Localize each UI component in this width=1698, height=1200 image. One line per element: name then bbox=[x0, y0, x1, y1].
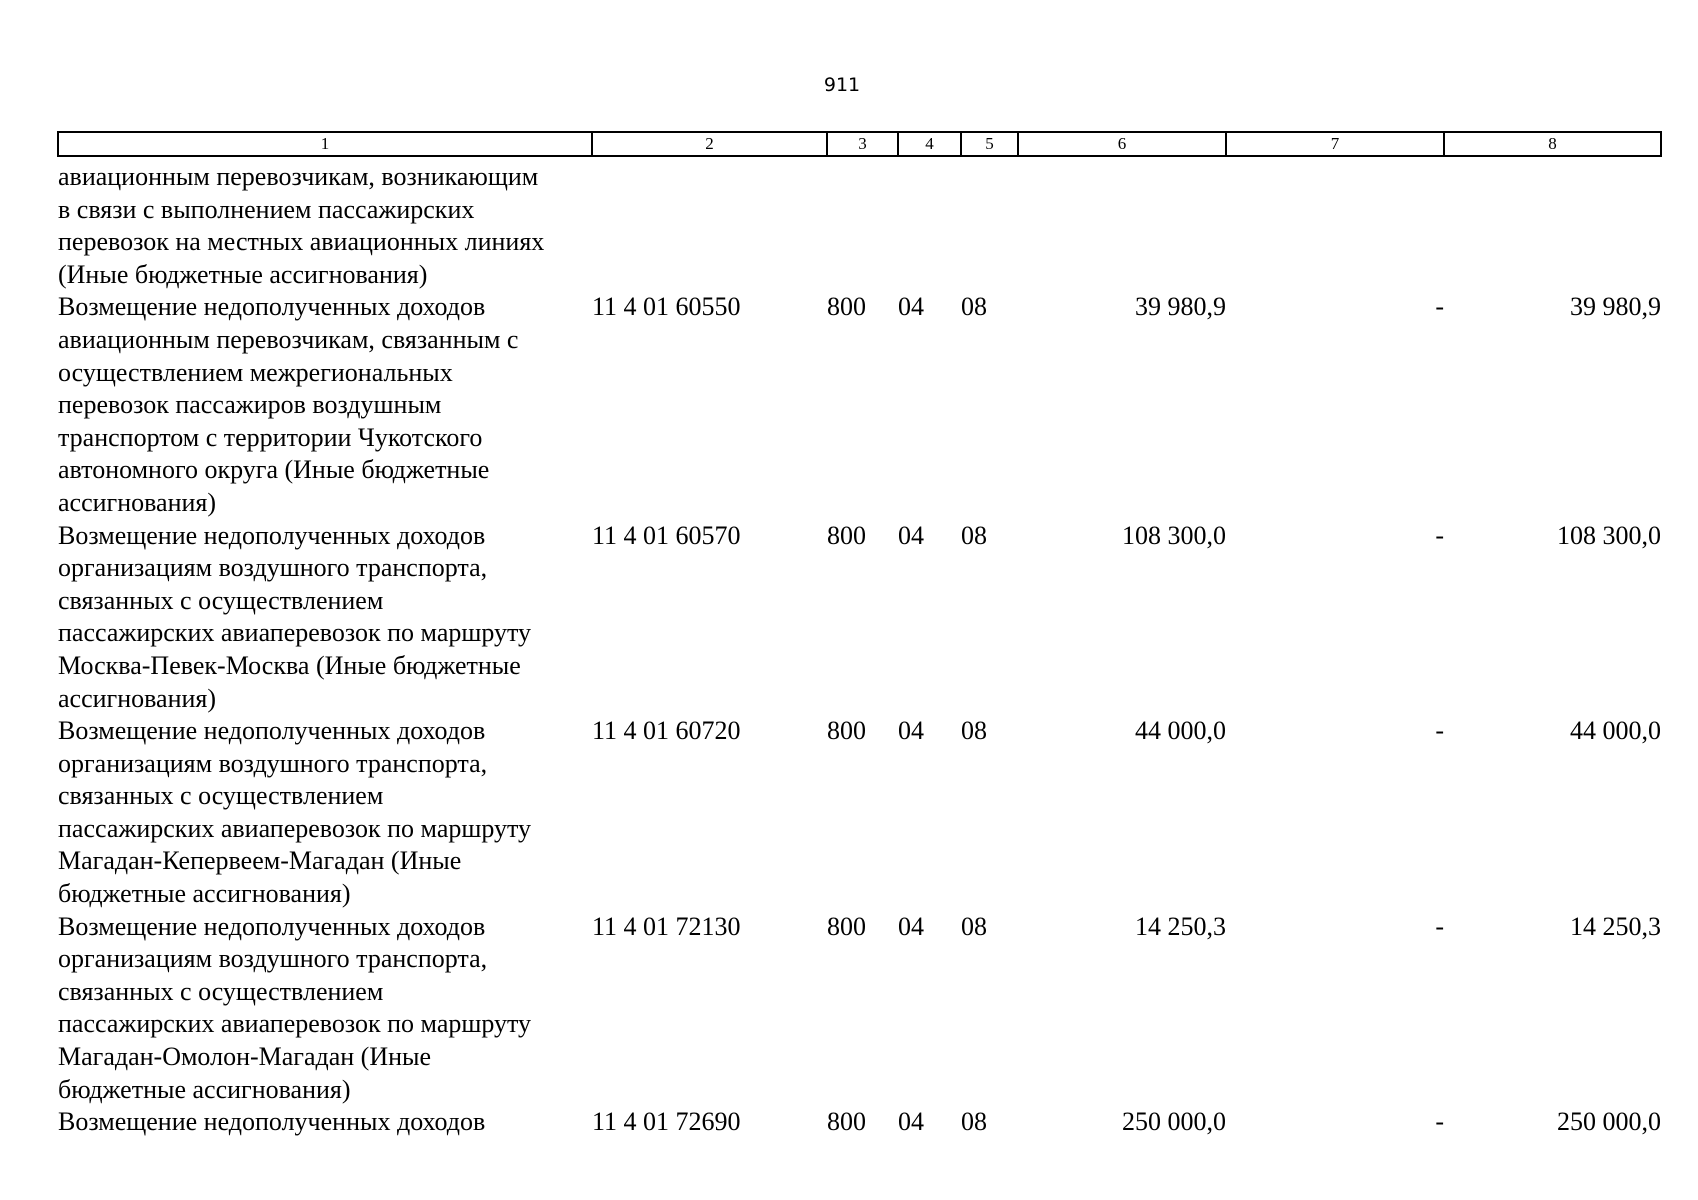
target-article-code: 11 4 01 60720 bbox=[592, 716, 741, 746]
amount-col6: 39 980,9 bbox=[1135, 292, 1226, 322]
row-description: Возмещение недополученных доходов организациям воздушного транспорта, связанных с осуществлением пассажирских авиаперевозок по маршруту Магадан-Омолон-Магадан (Иные бюджетные ассигнования) bbox=[58, 911, 532, 1104]
header-cell: 6 bbox=[1018, 132, 1226, 156]
continuation-description: авиационным перевозчикам, возникающим в связи с выполнением пассажирских перевозок на местных авиационных линиях (Иные бюджетные ассигнования) bbox=[58, 162, 545, 289]
amount-col7: - bbox=[1435, 520, 1444, 550]
subsection: 08 bbox=[961, 520, 987, 550]
amount-col8: 14 250,3 bbox=[1570, 911, 1661, 941]
table-row bbox=[58, 1106, 1661, 1139]
header-cell: 2 bbox=[592, 132, 827, 156]
header-cell: 5 bbox=[961, 132, 1018, 156]
target-article-code: 11 4 01 72130 bbox=[592, 911, 741, 941]
amount-col8: 44 000,0 bbox=[1570, 716, 1661, 746]
amount-col6: 14 250,3 bbox=[1135, 911, 1226, 941]
header-cell: 3 bbox=[827, 132, 898, 156]
table-row bbox=[58, 520, 1661, 716]
target-article-code: 11 4 01 72690 bbox=[592, 1107, 741, 1137]
amount-col7: - bbox=[1435, 911, 1444, 941]
expense-type: 800 bbox=[827, 1107, 866, 1137]
subsection: 08 bbox=[961, 911, 987, 941]
page-number: 911 bbox=[823, 74, 861, 96]
amount-col7: - bbox=[1435, 1107, 1444, 1137]
header-cell: 4 bbox=[898, 132, 961, 156]
section: 04 bbox=[898, 716, 924, 746]
target-article-code: 11 4 01 60550 bbox=[592, 292, 741, 322]
row-description: Возмещение недополученных доходов организациям воздушного транспорта, связанных с осуществлением пассажирских авиаперевозок по маршруту Магадан-Кепервеем-Магадан (Иные бюджетные ассигнования) bbox=[58, 716, 532, 909]
amount-col7: - bbox=[1435, 716, 1444, 746]
target-article-code: 11 4 01 60570 bbox=[592, 520, 741, 550]
budget-table bbox=[57, 131, 1662, 1139]
table-row bbox=[58, 291, 1661, 519]
expense-type: 800 bbox=[827, 520, 866, 550]
amount-col8: 39 980,9 bbox=[1570, 292, 1661, 322]
subsection: 08 bbox=[961, 716, 987, 746]
table-header bbox=[58, 132, 1661, 156]
row-description: Возмещение недополученных доходов bbox=[58, 1107, 486, 1137]
amount-col6: 108 300,0 bbox=[1122, 520, 1226, 550]
expense-type: 800 bbox=[827, 292, 866, 322]
section: 04 bbox=[898, 292, 924, 322]
amount-col7: - bbox=[1435, 292, 1444, 322]
header-cell: 1 bbox=[58, 132, 592, 156]
table-row bbox=[58, 911, 1661, 1107]
section: 04 bbox=[898, 1107, 924, 1137]
continuation-row bbox=[58, 156, 1661, 291]
subsection: 08 bbox=[961, 1107, 987, 1137]
row-description: Возмещение недополученных доходов авиационным перевозчикам, связанным с осуществлением межрегиональных перевозок пассажиров воздушным транспортом с территории Чукотского автономного округа (Иные бюджетные ассигнования) bbox=[58, 292, 519, 517]
amount-col8: 108 300,0 bbox=[1557, 520, 1661, 550]
header-cell: 8 bbox=[1444, 132, 1661, 156]
section: 04 bbox=[898, 911, 924, 941]
header-cell: 7 bbox=[1226, 132, 1444, 156]
expense-type: 800 bbox=[827, 716, 866, 746]
amount-col8: 250 000,0 bbox=[1557, 1107, 1661, 1137]
row-description: Возмещение недополученных доходов организациям воздушного транспорта, связанных с осуществлением пассажирских авиаперевозок по маршруту Москва-Певек-Москва (Иные бюджетные ассигнования) bbox=[58, 520, 532, 713]
section: 04 bbox=[898, 520, 924, 550]
subsection: 08 bbox=[961, 292, 987, 322]
amount-col6: 44 000,0 bbox=[1135, 716, 1226, 746]
header-row bbox=[58, 132, 1661, 156]
table-row bbox=[58, 715, 1661, 911]
expense-type: 800 bbox=[827, 911, 866, 941]
amount-col6: 250 000,0 bbox=[1122, 1107, 1226, 1137]
